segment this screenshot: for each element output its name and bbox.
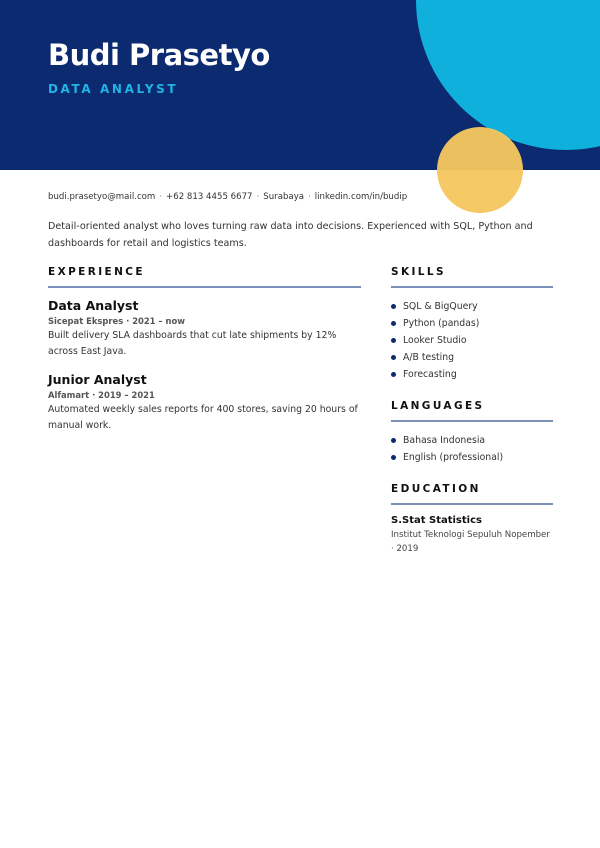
- bullet-dot-icon: [391, 321, 396, 326]
- profile-summary: Detail-oriented analyst who loves turning raw data into decisions. Experienced with SQL, Python and dashboards for retail and logistics teams.: [48, 221, 533, 249]
- decorative-yellow-circle: [437, 127, 523, 213]
- contact-email[interactable]: budi.prasetyo@mail.com: [48, 192, 156, 202]
- skills-list: [391, 298, 553, 383]
- bullet-dot-icon: [391, 372, 396, 377]
- skill-label: SQL & BigQuery: [403, 301, 478, 312]
- list-item: [391, 349, 553, 366]
- list-item: [391, 366, 553, 383]
- skills-heading: SKILLS: [391, 266, 553, 288]
- languages-list: [391, 432, 553, 466]
- bullet-dot-icon: [391, 304, 396, 309]
- bullet-dot-icon: [391, 455, 396, 460]
- left-column: [48, 266, 361, 446]
- right-column: [391, 266, 553, 556]
- contact-separator: ·: [159, 192, 163, 202]
- contact-linkedin[interactable]: linkedin.com/in/budip: [314, 192, 408, 202]
- skill-label: Forecasting: [403, 369, 457, 380]
- bullet-dot-icon: [391, 338, 396, 343]
- job-title: Data Analyst: [48, 298, 139, 313]
- education-institution: Institut Teknologi Sepuluh Nopember · 2019: [391, 530, 550, 554]
- experience-heading: EXPERIENCE: [48, 266, 361, 288]
- contact-separator: ·: [256, 192, 260, 202]
- bullet-dot-icon: [391, 438, 396, 443]
- skill-label: Python (pandas): [403, 318, 480, 329]
- contact-line: [48, 192, 407, 202]
- job-description: Built delivery SLA dashboards that cut late shipments by 12% across East Java.: [48, 330, 337, 357]
- list-item: [391, 432, 553, 449]
- language-label: Bahasa Indonesia: [403, 435, 486, 446]
- contact-phone: +62 813 4455 6677: [166, 192, 253, 202]
- job-meta: Alfamart · 2019 – 2021: [48, 390, 155, 400]
- education-degree: S.Stat Statistics: [391, 515, 482, 526]
- job-entry: [48, 372, 361, 434]
- bullet-dot-icon: [391, 355, 396, 360]
- education-heading: EDUCATION: [391, 483, 553, 505]
- languages-heading: LANGUAGES: [391, 400, 553, 422]
- list-item: [391, 449, 553, 466]
- list-item: [391, 315, 553, 332]
- job-title: Junior Analyst: [48, 372, 147, 387]
- job-description: Automated weekly sales reports for 400 stores, saving 20 hours of manual work.: [48, 404, 358, 431]
- contact-separator: ·: [308, 192, 311, 202]
- contact-city: Surabaya: [263, 192, 305, 202]
- candidate-name: Budi Prasetyo: [48, 38, 270, 72]
- job-entry: [48, 298, 361, 360]
- list-item: [391, 298, 553, 315]
- skill-label: Looker Studio: [403, 335, 467, 346]
- skill-label: A/B testing: [403, 352, 455, 363]
- list-item: [391, 332, 553, 349]
- candidate-role: DATA ANALYST: [48, 82, 179, 96]
- language-label: English (professional): [403, 452, 504, 463]
- decorative-blue-circle: [416, 0, 600, 150]
- job-meta: Sicepat Ekspres · 2021 – now: [48, 316, 185, 326]
